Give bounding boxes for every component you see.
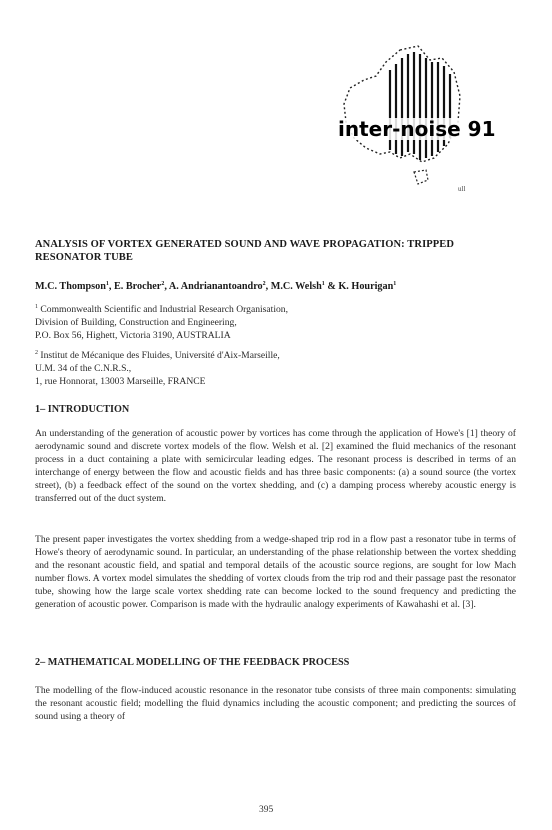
section-heading-modelling: 2– MATHEMATICAL MODELLING OF THE FEEDBACK PROCESS [35, 657, 350, 668]
section-heading-introduction: 1– INTRODUCTION [35, 404, 130, 415]
logo-title: inter-noise 91 [338, 117, 496, 141]
paragraph-modelling-1: The modelling of the flow-induced acoustic resonance in the resonator tube consists of three main components: simulating the resonant acoustic field; modelling the fluid dynamics including the acoustic component; and predicting the sources of sound using a theory of [35, 685, 516, 723]
paper-title: ANALYSIS OF VORTEX GENERATED SOUND AND WAVE PROPAGATION: TRIPPED RESONATOR TUBE [35, 239, 455, 263]
logo-caption: ull [458, 185, 466, 193]
australia-map-icon [334, 46, 470, 184]
author-list: M.C. Thompson$^1$, E. Brocher$^2$, A. Andrianantoandro$^2$, M.C. Welsh$^1$ & K. Hourigan$^1$ [35, 281, 397, 292]
page-number: 395 [259, 805, 274, 815]
paragraph-intro-1: An understanding of the generation of acoustic power by vortices has come through the application of Howe's [1] theory of aerodynamic sound and discrete vortex models of the flow. Welsh et al. [2] examined the fluid mechanics of the resonant process in a duct containing a plate with semicircular leading edges. The resonant process is described in terms of an interchange of energy between the flow and acoustic fields and has three basic components: (a) a sound source (the vortex street), (b) a feedback effect of the sound on the vortex shedding, and (c) a damping process whereby acoustic energy is transferred out of the duct system. [35, 428, 516, 505]
affiliation-2: $^2$ Institut de Mécanique des Fluides, Université d'Aix-Marseille, U.M. 34 of the C.N.R.S., 1, rue Honnorat, 13003 Marseille, FRANCE [35, 350, 280, 387]
affiliation-1: $^1$ Commonwealth Scientific and Industrial Research Organisation, Division of Building, Construction and Engineering, P.O. Box 56, Highett, Victoria 3190, AUSTRALIA [35, 304, 288, 341]
paragraph-intro-2: The present paper investigates the vortex shedding from a wedge-shaped trip rod in a flow past a resonator tube in terms of Howe's theory of aerodynamic sound. In particular, an understanding of the phase relationship between the vortex shedding and the resonant acoustic field, and spatial and temporal details of the acoustic source regions, are sought for low Mach number flows. A vortex model simulates the shedding of vortex clouds from the trip rod and their passage past the resonator tube, showing how the large scale vortex shedding rate can become locked to the sound frequency and predicting the generation of acoustic power. Comparison is made with the hydraulic analogy experiments of Kawahashi et al. [3]. [35, 534, 516, 611]
inter-noise-logo [330, 40, 496, 190]
